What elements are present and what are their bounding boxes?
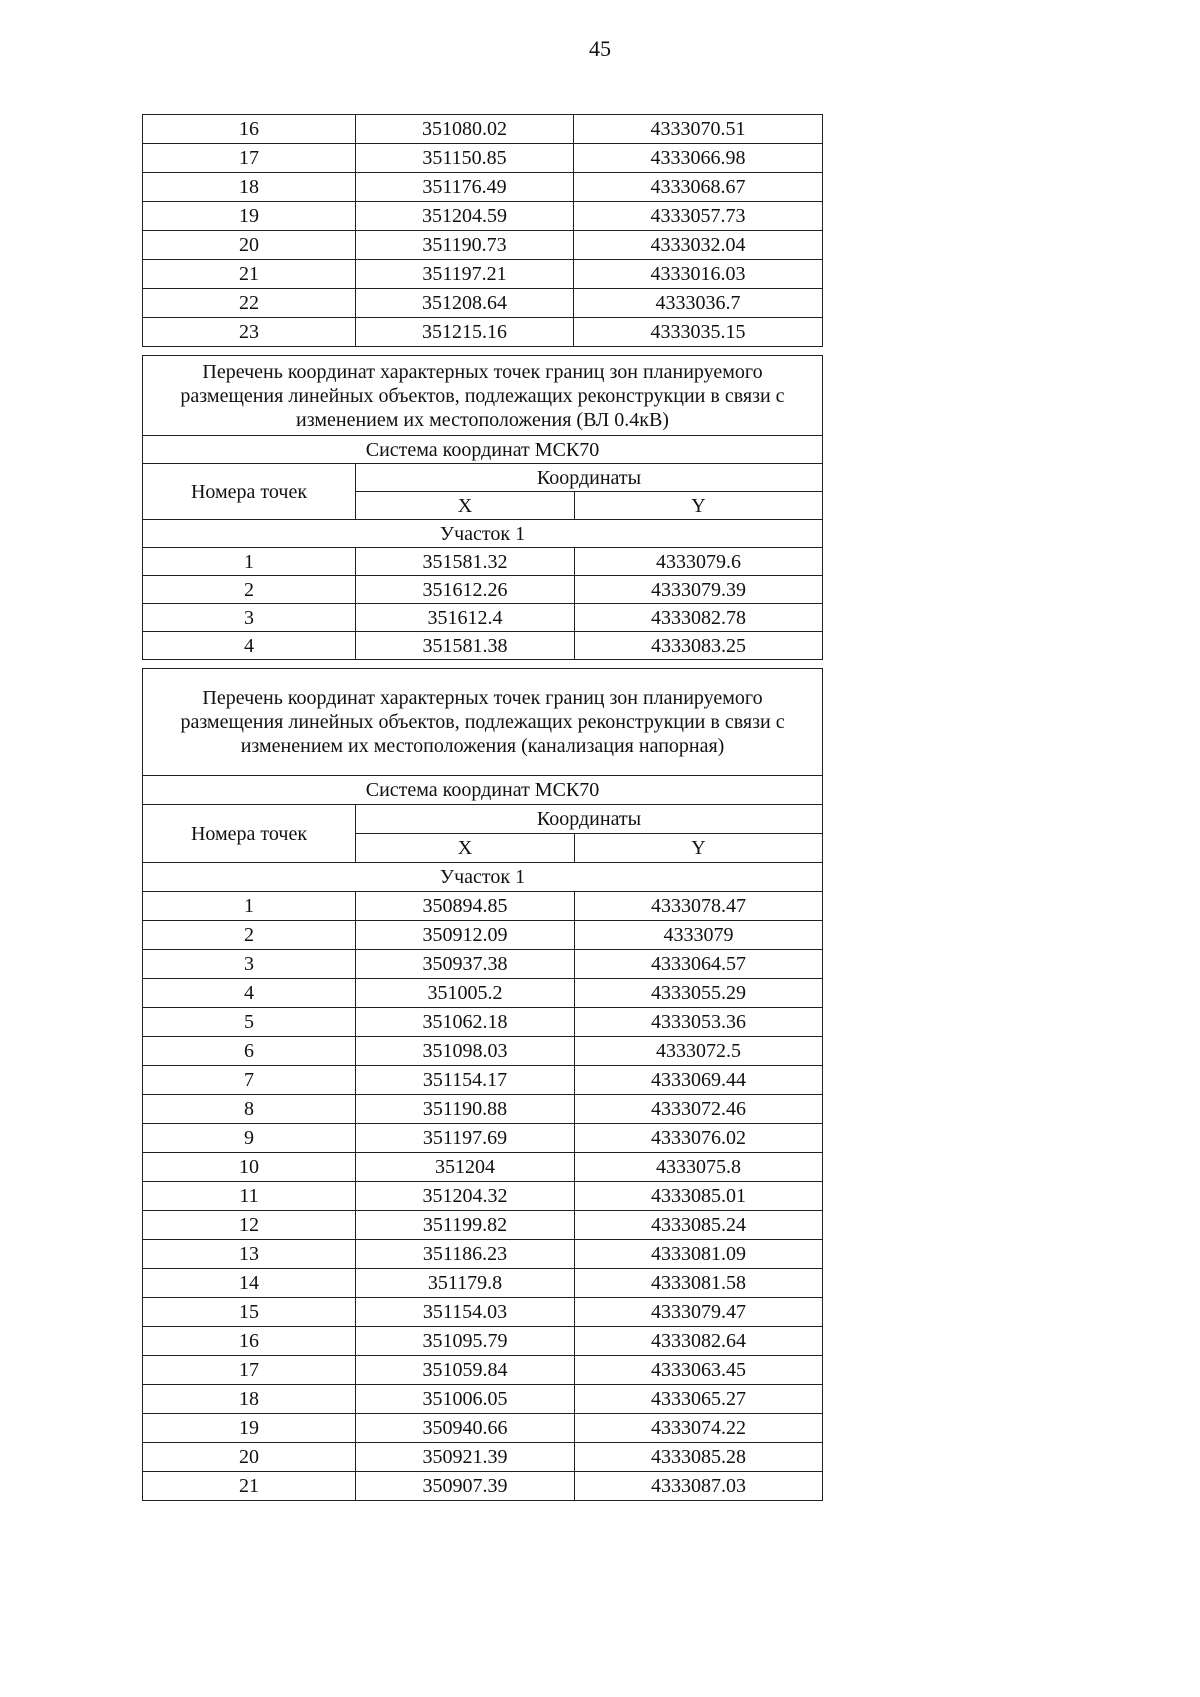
coord-x: 351612.26 bbox=[356, 576, 575, 604]
plot-label: Участок 1 bbox=[143, 520, 823, 548]
coord-y: 4333079.39 bbox=[575, 576, 823, 604]
coord-y: 4333036.7 bbox=[574, 289, 823, 318]
coord-x: 351199.82 bbox=[356, 1211, 575, 1240]
coord-y: 4333053.36 bbox=[575, 1008, 823, 1037]
section-heading: Перечень координат характерных точек границ зон планируемого размещения линейных объектов, подлежащих реконструкции в связи с изменением их местоположения (ВЛ 0.4кВ) bbox=[143, 356, 823, 436]
sewer-rows bbox=[143, 892, 823, 1501]
coord-y: 4333076.02 bbox=[575, 1124, 823, 1153]
coord-x: 351612.4 bbox=[356, 604, 575, 632]
point-number: 19 bbox=[143, 1414, 356, 1443]
coord-x: 351059.84 bbox=[356, 1356, 575, 1385]
header-point-numbers: Номера точек bbox=[143, 805, 356, 863]
coord-x: 351190.73 bbox=[356, 231, 574, 260]
point-number: 14 bbox=[143, 1269, 356, 1298]
coord-y: 4333068.67 bbox=[574, 173, 823, 202]
coord-y: 4333064.57 bbox=[575, 950, 823, 979]
table-row bbox=[143, 921, 823, 950]
coord-y: 4333082.64 bbox=[575, 1327, 823, 1356]
point-number: 20 bbox=[143, 231, 356, 260]
section-heading: Перечень координат характерных точек границ зон планируемого размещения линейных объектов, подлежащих реконструкции в связи с изменением их местоположения (канализация напорная) bbox=[143, 669, 823, 776]
coord-x: 351197.21 bbox=[356, 260, 574, 289]
coord-x: 351154.03 bbox=[356, 1298, 575, 1327]
point-number: 3 bbox=[143, 604, 356, 632]
point-number: 9 bbox=[143, 1124, 356, 1153]
table-row bbox=[143, 1182, 823, 1211]
coord-y: 4333074.22 bbox=[575, 1414, 823, 1443]
coord-x: 351186.23 bbox=[356, 1240, 575, 1269]
table-row bbox=[143, 548, 823, 576]
table-row bbox=[143, 1008, 823, 1037]
header-y: Y bbox=[575, 834, 823, 863]
table-row bbox=[143, 1327, 823, 1356]
vl-rows bbox=[143, 548, 823, 660]
coord-y: 4333069.44 bbox=[575, 1066, 823, 1095]
coord-x: 351005.2 bbox=[356, 979, 575, 1008]
page-number: 45 bbox=[589, 36, 611, 61]
table-row bbox=[143, 950, 823, 979]
coord-y: 4333081.09 bbox=[575, 1240, 823, 1269]
header-coordinates: Координаты bbox=[356, 805, 823, 834]
coord-x: 351098.03 bbox=[356, 1037, 575, 1066]
coord-x: 351154.17 bbox=[356, 1066, 575, 1095]
point-number: 2 bbox=[143, 921, 356, 950]
coord-y: 4333072.5 bbox=[575, 1037, 823, 1066]
table-row bbox=[143, 202, 823, 231]
coord-x: 351215.16 bbox=[356, 318, 574, 347]
point-number: 16 bbox=[143, 1327, 356, 1356]
coord-x: 351179.8 bbox=[356, 1269, 575, 1298]
point-number: 22 bbox=[143, 289, 356, 318]
coord-x: 351006.05 bbox=[356, 1385, 575, 1414]
table-row bbox=[143, 1240, 823, 1269]
coord-y: 4333079 bbox=[575, 921, 823, 950]
coord-y: 4333079.6 bbox=[575, 548, 823, 576]
point-number: 7 bbox=[143, 1066, 356, 1095]
header-y: Y bbox=[575, 492, 823, 520]
coord-x: 351150.85 bbox=[356, 144, 574, 173]
table-row bbox=[143, 1153, 823, 1182]
coord-x: 351581.32 bbox=[356, 548, 575, 576]
table-row bbox=[143, 604, 823, 632]
table-row bbox=[143, 892, 823, 921]
coord-x: 351080.02 bbox=[356, 115, 574, 144]
point-number: 20 bbox=[143, 1443, 356, 1472]
coord-x: 351190.88 bbox=[356, 1095, 575, 1124]
coord-y: 4333055.29 bbox=[575, 979, 823, 1008]
table-row bbox=[143, 318, 823, 347]
point-number: 2 bbox=[143, 576, 356, 604]
point-number: 4 bbox=[143, 632, 356, 660]
coord-y: 4333070.51 bbox=[574, 115, 823, 144]
header-x: X bbox=[356, 492, 575, 520]
table-row bbox=[143, 173, 823, 202]
coord-y: 4333078.47 bbox=[575, 892, 823, 921]
table-row bbox=[143, 576, 823, 604]
header-point-numbers: Номера точек bbox=[143, 464, 356, 520]
coord-y: 4333083.25 bbox=[575, 632, 823, 660]
coord-y: 4333057.73 bbox=[574, 202, 823, 231]
header-coordinates: Координаты bbox=[356, 464, 823, 492]
point-number: 19 bbox=[143, 202, 356, 231]
coord-x: 350912.09 bbox=[356, 921, 575, 950]
point-number: 3 bbox=[143, 950, 356, 979]
table-row bbox=[143, 1095, 823, 1124]
coord-x: 351581.38 bbox=[356, 632, 575, 660]
point-number: 18 bbox=[143, 173, 356, 202]
coord-x: 351204 bbox=[356, 1153, 575, 1182]
coord-x: 351197.69 bbox=[356, 1124, 575, 1153]
table-row bbox=[143, 1037, 823, 1066]
point-number: 18 bbox=[143, 1385, 356, 1414]
coord-y: 4333081.58 bbox=[575, 1269, 823, 1298]
table-row bbox=[143, 231, 823, 260]
coord-y: 4333032.04 bbox=[574, 231, 823, 260]
coord-y: 4333066.98 bbox=[574, 144, 823, 173]
point-number: 21 bbox=[143, 260, 356, 289]
coord-x: 350937.38 bbox=[356, 950, 575, 979]
coord-x: 351204.32 bbox=[356, 1182, 575, 1211]
point-number: 21 bbox=[143, 1472, 356, 1501]
coord-y: 4333035.15 bbox=[574, 318, 823, 347]
header-x: X bbox=[356, 834, 575, 863]
coordinate-system: Система координат МСК70 bbox=[143, 436, 823, 464]
coord-y: 4333085.01 bbox=[575, 1182, 823, 1211]
coord-y: 4333082.78 bbox=[575, 604, 823, 632]
point-number: 15 bbox=[143, 1298, 356, 1327]
table-row bbox=[143, 979, 823, 1008]
table-row bbox=[143, 632, 823, 660]
table-row bbox=[143, 1298, 823, 1327]
point-number: 6 bbox=[143, 1037, 356, 1066]
coord-x: 350921.39 bbox=[356, 1443, 575, 1472]
table-row bbox=[143, 1211, 823, 1240]
coord-x: 351095.79 bbox=[356, 1327, 575, 1356]
point-number: 1 bbox=[143, 548, 356, 576]
coord-x: 350907.39 bbox=[356, 1472, 575, 1501]
point-number: 10 bbox=[143, 1153, 356, 1182]
table-row bbox=[143, 289, 823, 318]
table-row bbox=[143, 1414, 823, 1443]
point-number: 17 bbox=[143, 1356, 356, 1385]
point-number: 12 bbox=[143, 1211, 356, 1240]
point-number: 8 bbox=[143, 1095, 356, 1124]
table-row bbox=[143, 1443, 823, 1472]
table-row bbox=[143, 115, 823, 144]
table-row bbox=[143, 1385, 823, 1414]
point-number: 11 bbox=[143, 1182, 356, 1211]
table-row bbox=[143, 1269, 823, 1298]
coord-y: 4333065.27 bbox=[575, 1385, 823, 1414]
coord-y: 4333016.03 bbox=[574, 260, 823, 289]
coord-x: 351176.49 bbox=[356, 173, 574, 202]
table-row bbox=[143, 1124, 823, 1153]
point-number: 16 bbox=[143, 115, 356, 144]
plot-label: Участок 1 bbox=[143, 863, 823, 892]
point-number: 17 bbox=[143, 144, 356, 173]
coord-y: 4333063.45 bbox=[575, 1356, 823, 1385]
point-number: 5 bbox=[143, 1008, 356, 1037]
coord-x: 351208.64 bbox=[356, 289, 574, 318]
point-number: 13 bbox=[143, 1240, 356, 1269]
coord-y: 4333079.47 bbox=[575, 1298, 823, 1327]
coord-y: 4333087.03 bbox=[575, 1472, 823, 1501]
coord-x: 350894.85 bbox=[356, 892, 575, 921]
coord-y: 4333085.24 bbox=[575, 1211, 823, 1240]
point-number: 1 bbox=[143, 892, 356, 921]
coordinate-system: Система координат МСК70 bbox=[143, 776, 823, 805]
point-number: 23 bbox=[143, 318, 356, 347]
coord-x: 351204.59 bbox=[356, 202, 574, 231]
coordinates-table-continuation bbox=[142, 114, 823, 347]
coord-y: 4333072.46 bbox=[575, 1095, 823, 1124]
coordinates-table-sewer bbox=[142, 668, 823, 1501]
coord-x: 350940.66 bbox=[356, 1414, 575, 1443]
table-row bbox=[143, 144, 823, 173]
table-row bbox=[143, 1356, 823, 1385]
coord-x: 351062.18 bbox=[356, 1008, 575, 1037]
continuation-rows bbox=[143, 115, 823, 347]
table-row bbox=[143, 260, 823, 289]
coordinates-table-vl bbox=[142, 355, 823, 660]
coord-y: 4333075.8 bbox=[575, 1153, 823, 1182]
point-number: 4 bbox=[143, 979, 356, 1008]
table-row bbox=[143, 1472, 823, 1501]
coord-y: 4333085.28 bbox=[575, 1443, 823, 1472]
table-row bbox=[143, 1066, 823, 1095]
